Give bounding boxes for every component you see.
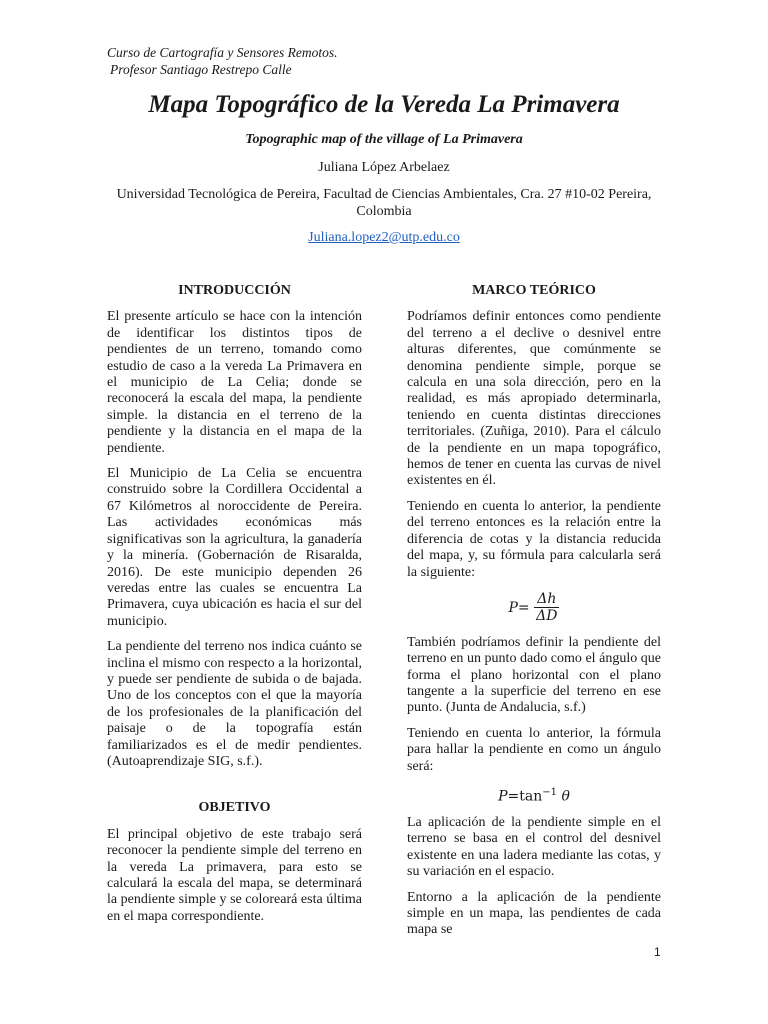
paragraph: También podríamos definir la pendiente del terreno en un punto dado como el ángulo que forma el plano horizontal con el plano tangente a la superficie del terreno en ese punto. (Junta de Andalucia, s.f.) xyxy=(407,634,661,716)
author-affiliation: Universidad Tecnológica de Pereira, Facultad de Ciencias Ambientales, Cra. 27 #10-02 Pereira, Colombia xyxy=(116,187,652,219)
paragraph: La pendiente del terreno nos indica cuánto se inclina el mismo con respecto a la horizontal, y puede ser pendiente de subida o de bajada. Uno de los conceptos con el que la mayoría de los profesionales de la planificación del paisaje o de la topografía están familiarizados es el de medir pendientes. (Autoaprendizaje SIG, s.f.). xyxy=(107,639,362,769)
paragraph: La aplicación de la pendiente simple en el terreno se basa en el control del desnivel existente en una ladera mediante las cotas, y su variación en el espacio. xyxy=(407,815,661,880)
formula-variable: θ xyxy=(561,788,570,805)
angle-formula xyxy=(407,785,661,805)
section-heading-introduccion: INTRODUCCIÓN xyxy=(178,283,291,298)
formula-lhs: P= xyxy=(508,599,530,616)
paragraph: El Municipio de La Celia se encuentra construido sobre la Cordillera Occidental a 67 Kilómetros al noroccidente de Pereira. Las actividades económicas más significativas son la agricultura, la ganadería y la minería. (Gobernación de Risaralda, 2016). De este municipio dependen 26 veredas entre las cuales se encuentra La Primavera, cuya ubicación es hacia el sur del municipio. xyxy=(107,466,362,629)
email-link[interactable]: Juliana.lopez2@utp.edu.co xyxy=(308,230,460,245)
paper-subtitle: Topographic map of the village of La Primavera xyxy=(245,132,523,147)
paragraph: El presente artículo se hace con la intención de identificar los distintos tipos de pendientes de un terreno, tomando como estudio de caso a la vereda La Primavera en el municipio de La Celia; donde se reconocerá la escala del mapa, la pendiente simple. la distancia en el terreno de la pendiente y la distancia en el mapa de la pendiente. xyxy=(107,309,362,456)
formula-lhs: P= xyxy=(498,788,520,805)
author-name: Juliana López Arbelaez xyxy=(318,160,450,175)
course-line: Curso de Cartografía y Sensores Remotos. xyxy=(107,45,338,60)
section-heading-marco-teorico: MARCO TEÓRICO xyxy=(472,283,596,298)
paragraph: Entorno a la aplicación de la pendiente simple en un mapa, las pendientes de cada mapa se xyxy=(407,889,661,938)
paper-title: Mapa Topográfico de la Vereda La Primavera xyxy=(148,91,620,118)
slope-formula xyxy=(407,591,661,625)
running-header xyxy=(107,44,338,78)
author-email xyxy=(0,230,768,246)
page-number: 1 xyxy=(654,945,661,959)
right-column xyxy=(407,283,661,948)
formula-denominator: ΔD xyxy=(536,608,558,625)
paragraph: El principal objetivo de este trabajo será reconocer la pendiente simple del terreno en la vereda La primavera, para esto se calculará la escala del mapa, se determinará la pendiente simple y se coloreará esta última en el mapa correspondiente. xyxy=(107,826,362,924)
formula-fraction xyxy=(534,591,559,625)
formula-function: tan xyxy=(519,788,543,805)
left-column xyxy=(107,283,362,934)
professor-line: Profesor Santiago Restrepo Calle xyxy=(110,62,292,77)
formula-numerator: Δh xyxy=(534,591,559,608)
paragraph: Podríamos definir entonces como pendiente del terreno a el declive o desnivel entre alturas diferentes, que comúnmente se denomina pendiente simple, porque se calcula en una sola dirección, pero en la realidad, es más apropiado determinarla, teniendo en cuenta distintas direcciones territoriales. (Zuñiga, 2010). Para el cálculo de la pendiente en un mapa topográfico, hemos de tener en cuenta las curvas de nivel existentes en él. xyxy=(407,309,661,489)
paragraph: Teniendo en cuenta lo anterior, la pendiente del terreno entonces es la relación entre la diferencia de cotas y la distancia reducida del mapa, y, su fórmula para calcularla será la siguiente: xyxy=(407,498,661,580)
section-heading-objetivo: OBJETIVO xyxy=(198,800,271,816)
formula-exponent: −1 xyxy=(542,786,557,798)
paragraph: Teniendo en cuenta lo anterior, la fórmula para hallar la pendiente en como un ángulo será: xyxy=(407,725,661,774)
